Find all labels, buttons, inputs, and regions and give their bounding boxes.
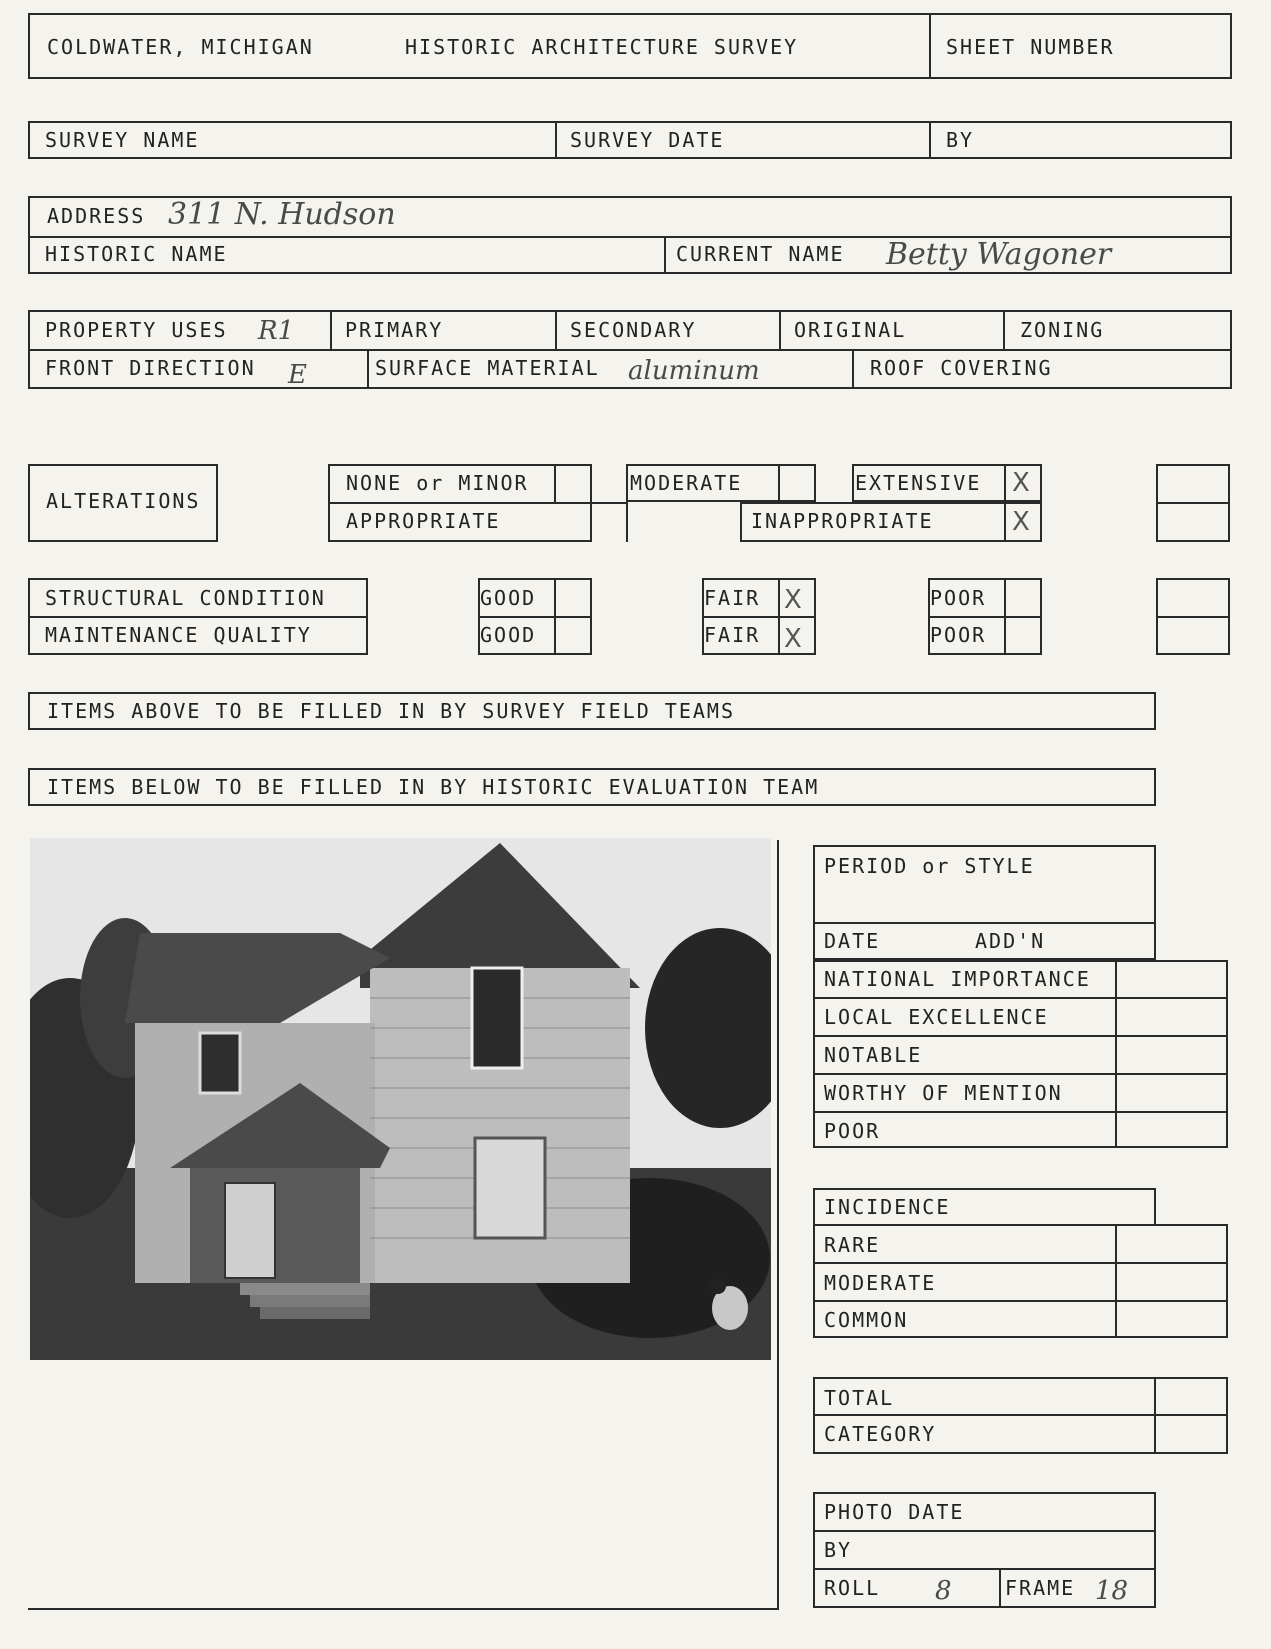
condition-score-divider: [1156, 616, 1230, 618]
importance-divider-2: [813, 1035, 1228, 1037]
good-row-divider: [478, 616, 592, 618]
maintenance-fair-checkmark: X: [784, 624, 802, 654]
inappropriate-checkmark: X: [1012, 507, 1030, 537]
roll-value: 8: [935, 1576, 952, 1606]
incidence-divider-1: [813, 1262, 1228, 1264]
survey-name-label: SURVEY NAME: [45, 128, 200, 152]
roll-label: ROLL: [824, 1576, 881, 1600]
importance-divider-3: [813, 1073, 1228, 1075]
frame-label: FRAME: [1005, 1576, 1076, 1600]
property-div-4: [1003, 310, 1005, 349]
names-divider: [664, 236, 666, 274]
notes-below-text: ITEMS BELOW TO BE FILLED IN BY HISTORIC EVALUATION TEAM: [47, 775, 820, 799]
fair-row-divider: [702, 616, 816, 618]
front-direction-value: E: [288, 360, 307, 390]
local-excellence-label: LOCAL EXCELLENCE: [824, 1005, 1049, 1029]
house-photo: [30, 838, 771, 1360]
property-div-6: [852, 349, 854, 389]
extensive-checkmark: X: [1012, 468, 1030, 498]
maintenance-good-label: GOOD: [480, 623, 537, 647]
category-label: CATEGORY: [824, 1422, 937, 1446]
national-importance-label: NATIONAL IMPORTANCE: [824, 967, 1091, 991]
header-divider: [929, 13, 931, 79]
original-label: ORIGINAL: [794, 318, 907, 342]
appropriate-check-right: [626, 502, 628, 542]
extensive-label: EXTENSIVE: [855, 471, 982, 495]
current-name-label: CURRENT NAME: [676, 242, 845, 266]
total-label: TOTAL: [824, 1386, 895, 1410]
none-minor-check-divider: [554, 464, 556, 502]
common-label: COMMON: [824, 1308, 909, 1332]
appropriate-check-left: [590, 502, 592, 542]
roll-frame-divider: [999, 1568, 1001, 1608]
incidence-divider-2: [813, 1300, 1228, 1302]
maintenance-poor-label: POOR: [930, 623, 987, 647]
incidence-label: INCIDENCE: [824, 1195, 951, 1219]
surface-material-label: SURFACE MATERIAL: [375, 356, 600, 380]
maintenance-fair-label: FAIR: [704, 623, 761, 647]
structural-condition-label: STRUCTURAL CONDITION: [45, 586, 326, 610]
photo-info-divider-1: [813, 1530, 1156, 1532]
period-date-divider: [813, 922, 1156, 924]
maintenance-quality-label: MAINTENANCE QUALITY: [45, 623, 312, 647]
moderate-check-divider: [778, 464, 780, 502]
worthy-of-mention-label: WORTHY OF MENTION: [824, 1081, 1063, 1105]
form-title: HISTORIC ARCHITECTURE SURVEY: [405, 35, 799, 59]
moderate-label: MODERATE: [630, 471, 743, 495]
alterations-score-divider: [1156, 502, 1230, 504]
alterations-row-divider-left: [328, 502, 626, 504]
surface-material-value: aluminum: [628, 356, 760, 386]
property-div-3: [779, 310, 781, 349]
address-value: 311 N. Hudson: [168, 197, 396, 232]
period-style-label: PERIOD or STYLE: [824, 854, 1035, 878]
structural-fair-checkmark: X: [784, 585, 802, 615]
front-direction-label: FRONT DIRECTION: [45, 356, 256, 380]
alterations-label: ALTERATIONS: [46, 489, 201, 513]
photo-frame-right: [777, 840, 779, 1610]
roof-covering-label: ROOF COVERING: [870, 356, 1053, 380]
importance-divider-1: [813, 997, 1228, 999]
survey-by-label: BY: [946, 128, 975, 152]
property-div-1: [330, 310, 332, 349]
totals-score-divider: [1154, 1377, 1156, 1454]
house-photo-icon: [30, 838, 771, 1360]
appropriate-label: APPROPRIATE: [346, 509, 501, 533]
totals-divider: [813, 1414, 1228, 1416]
fair-check-divider: [778, 578, 780, 655]
photo-by-label: BY: [824, 1538, 853, 1562]
poor-row-divider: [928, 616, 1042, 618]
rare-label: RARE: [824, 1233, 881, 1257]
primary-label: PRIMARY: [345, 318, 444, 342]
none-minor-label: NONE or MINOR: [346, 471, 529, 495]
property-uses-label: PROPERTY USES: [45, 318, 228, 342]
incidence-moderate-label: MODERATE: [824, 1271, 937, 1295]
poor-check-divider: [1004, 578, 1006, 655]
good-check-divider: [554, 578, 556, 655]
incidence-score-col: [1115, 1224, 1228, 1338]
zoning-label: ZONING: [1020, 318, 1105, 342]
date-label: DATE: [824, 929, 881, 953]
current-name-value: Betty Wagoner: [886, 237, 1112, 272]
property-row-divider: [28, 349, 1232, 351]
importance-score-col: [1115, 960, 1228, 1148]
historic-name-label: HISTORIC NAME: [45, 242, 228, 266]
address-label: ADDRESS: [47, 204, 146, 228]
property-uses-value: R1: [258, 316, 295, 346]
survey-divider-2: [929, 121, 931, 159]
photo-frame-bottom: [28, 1608, 779, 1610]
poor-rating-label: POOR: [824, 1119, 881, 1143]
importance-divider-4: [813, 1111, 1228, 1113]
frame-value: 18: [1095, 1576, 1129, 1606]
condition-row-divider: [28, 616, 368, 618]
property-div-5: [367, 349, 369, 389]
city-label: COLDWATER, MICHIGAN: [47, 35, 314, 59]
notes-above-text: ITEMS ABOVE TO BE FILLED IN BY SURVEY FIELD TEAMS: [47, 699, 736, 723]
structural-fair-label: FAIR: [704, 586, 761, 610]
addn-label: ADD'N: [975, 929, 1046, 953]
structural-good-label: GOOD: [480, 586, 537, 610]
inappropriate-check-divider: [1004, 502, 1006, 542]
photo-info-divider-2: [813, 1568, 1156, 1570]
survey-date-label: SURVEY DATE: [570, 128, 725, 152]
extensive-check-divider: [1004, 464, 1006, 502]
inappropriate-label: INAPPROPRIATE: [751, 509, 934, 533]
photo-date-label: PHOTO DATE: [824, 1500, 965, 1524]
survey-divider-1: [555, 121, 557, 159]
structural-poor-label: POOR: [930, 586, 987, 610]
secondary-label: SECONDARY: [570, 318, 697, 342]
notable-label: NOTABLE: [824, 1043, 923, 1067]
property-div-2: [555, 310, 557, 349]
sheet-number-label: SHEET NUMBER: [946, 35, 1115, 59]
